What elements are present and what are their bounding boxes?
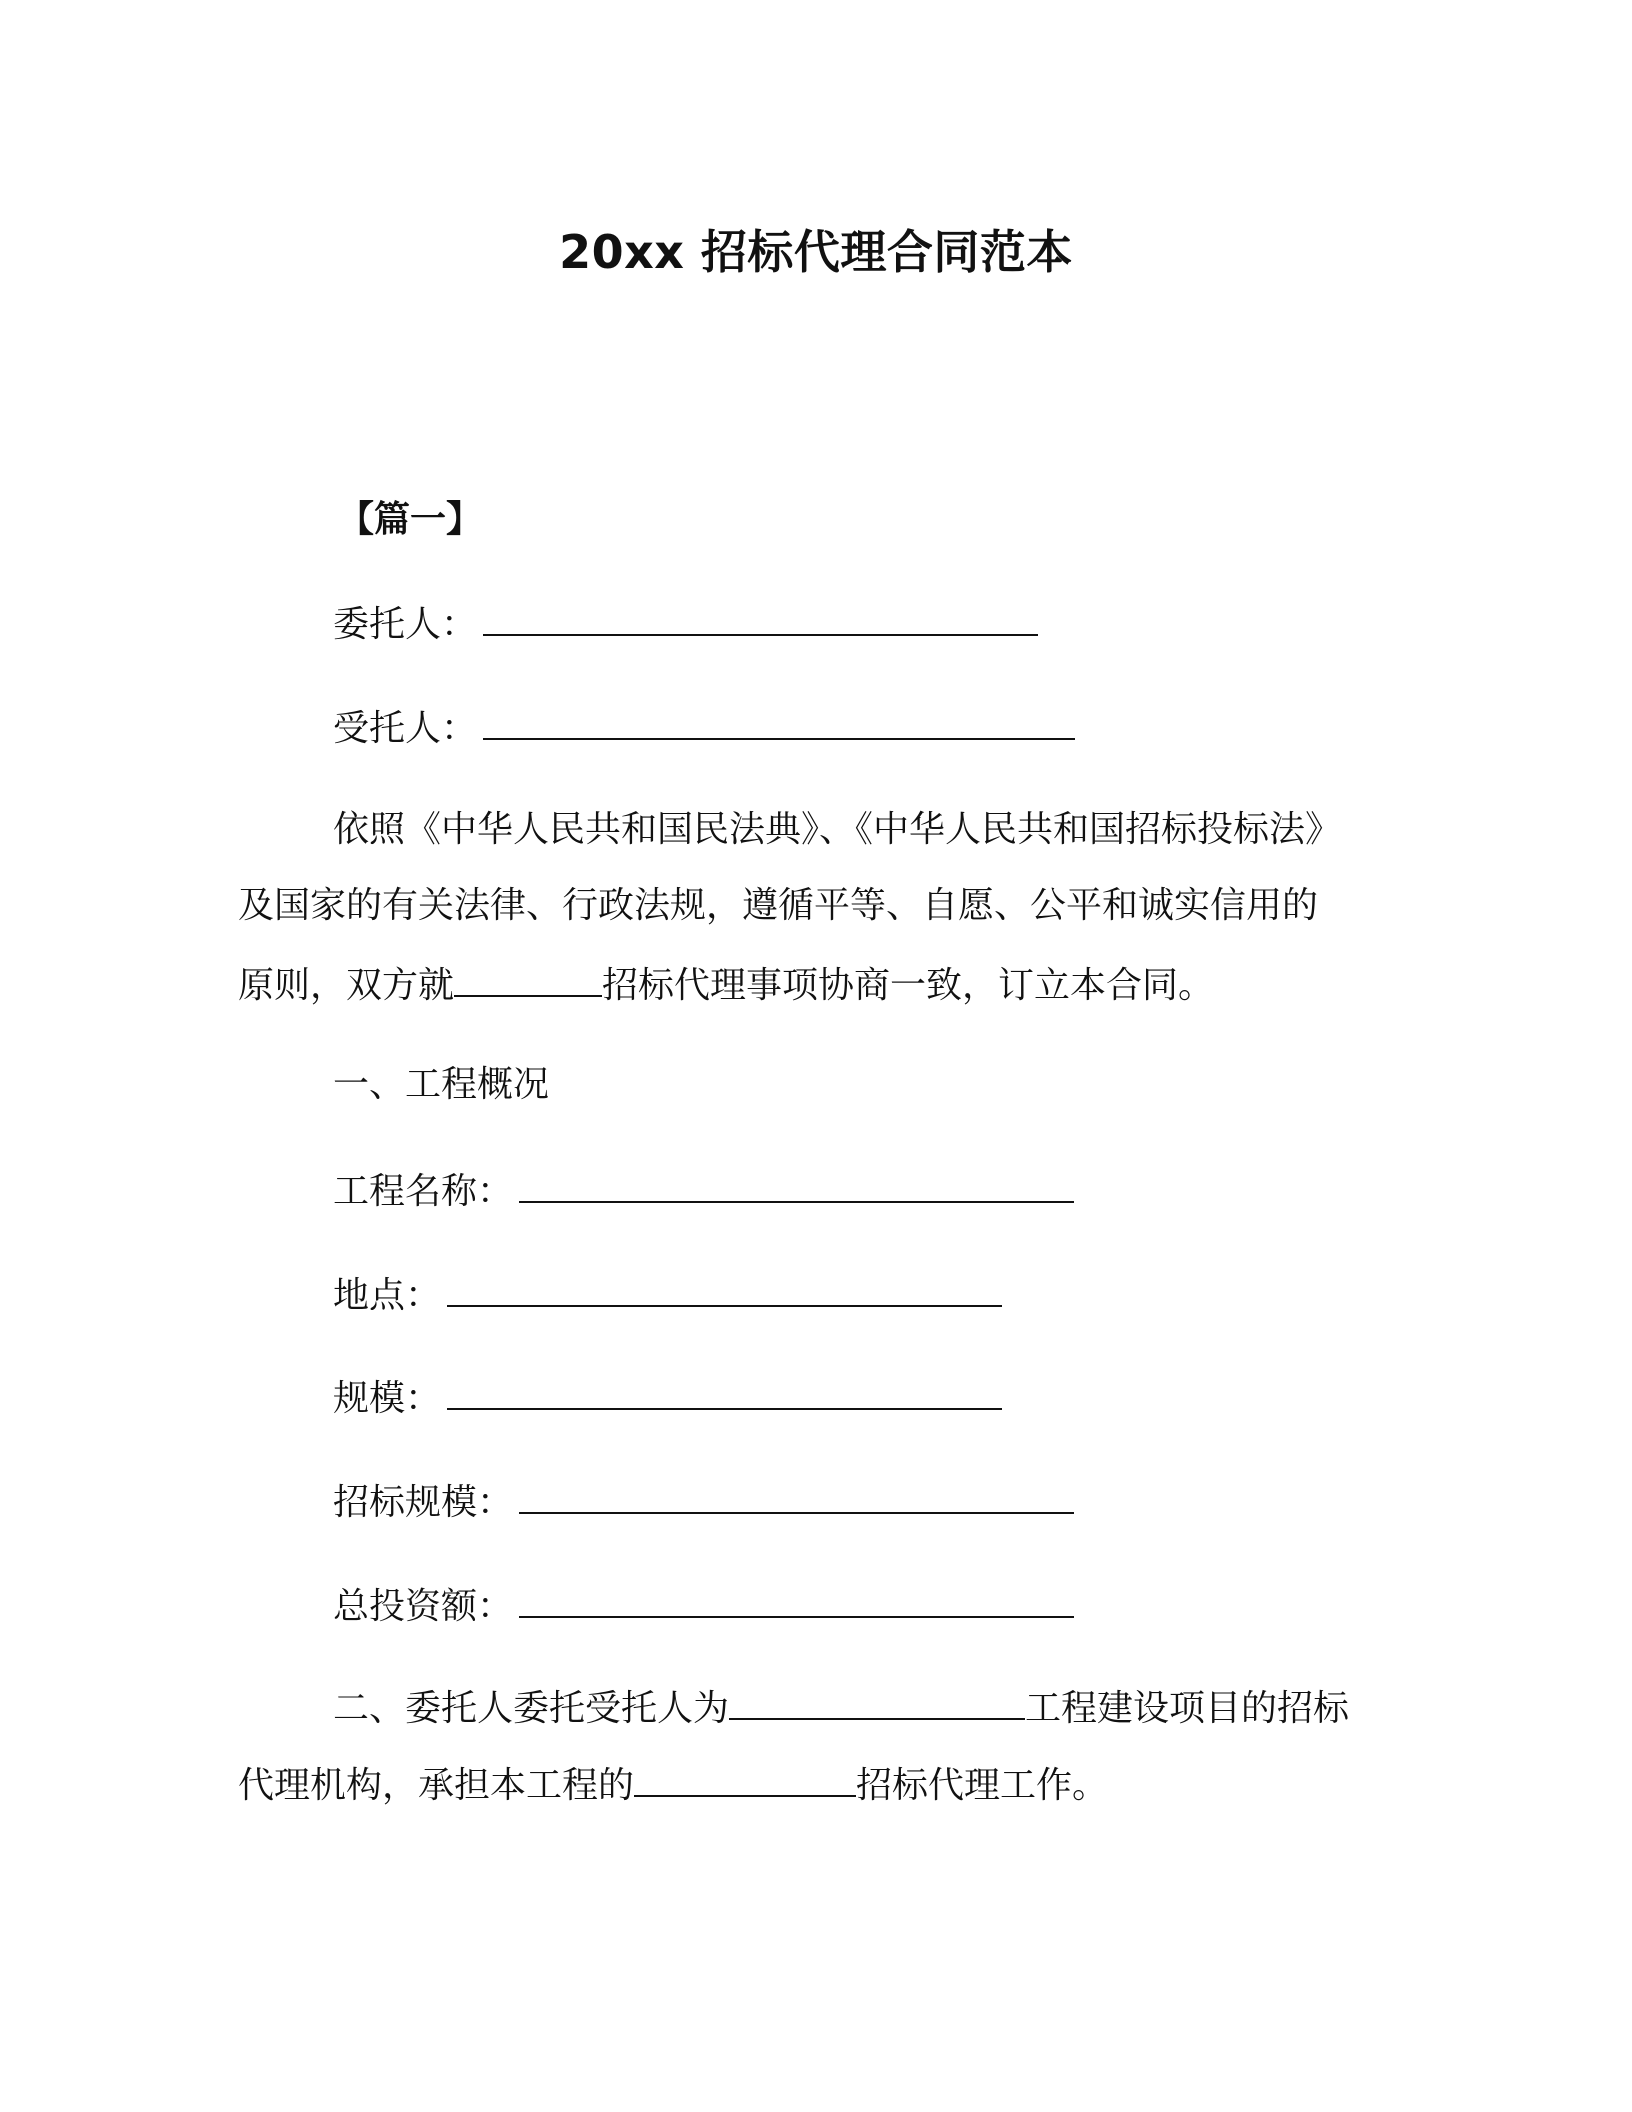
section-2-line-2-start: 代理机构，承担本工程的	[238, 1765, 635, 1806]
scale-blank[interactable]	[447, 1372, 1002, 1410]
location-row	[333, 1269, 1002, 1320]
section-2-line-1-start: 二、委托人委托受托人为	[333, 1688, 730, 1729]
agent-row	[333, 702, 1075, 753]
section-tag: 【篇一】	[338, 499, 483, 540]
location-label: 地点：	[333, 1275, 442, 1316]
agent-label: 受托人：	[333, 708, 478, 749]
scale-row	[333, 1372, 1002, 1423]
preamble-line-3	[238, 959, 1214, 1010]
section-1-heading: 一、工程概况	[333, 1064, 550, 1105]
preamble-line-1: 依照《中华人民共和国民法典》、《中华人民共和国招标投标法》	[333, 809, 1342, 850]
total-investment-label: 总投资额：	[333, 1586, 514, 1627]
bidding-scale-blank[interactable]	[519, 1476, 1074, 1514]
project-name-label: 工程名称：	[333, 1171, 514, 1212]
total-investment-blank[interactable]	[519, 1580, 1074, 1618]
bidding-scope-blank[interactable]	[634, 1759, 856, 1797]
principal-row	[333, 598, 1038, 649]
agent-blank[interactable]	[483, 702, 1075, 740]
principal-label: 委托人：	[333, 604, 478, 645]
project-blank[interactable]	[454, 959, 602, 997]
principal-blank[interactable]	[483, 598, 1038, 636]
section-2-line-2	[238, 1759, 1108, 1810]
section-2-line-1	[333, 1682, 1349, 1733]
construction-project-blank[interactable]	[729, 1682, 1025, 1720]
bidding-scale-row	[333, 1476, 1074, 1527]
preamble-line-3-start: 原则，双方就	[238, 965, 455, 1006]
location-blank[interactable]	[447, 1269, 1002, 1307]
preamble-line-2: 及国家的有关法律、行政法规，遵循平等、自愿、公平和诚实信用的	[238, 885, 1319, 926]
section-2-line-1-end: 工程建设项目的招标	[1025, 1688, 1350, 1729]
project-name-row	[333, 1165, 1074, 1216]
section-2-line-2-end: 招标代理工作。	[856, 1765, 1109, 1806]
document-title: 20xx 招标代理合同范本	[559, 225, 1073, 279]
preamble-line-3-end: 招标代理事项协商一致，订立本合同。	[602, 965, 1215, 1006]
project-name-blank[interactable]	[519, 1165, 1074, 1203]
bidding-scale-label: 招标规模：	[333, 1482, 514, 1523]
scale-label: 规模：	[333, 1378, 442, 1419]
total-investment-row	[333, 1580, 1074, 1631]
